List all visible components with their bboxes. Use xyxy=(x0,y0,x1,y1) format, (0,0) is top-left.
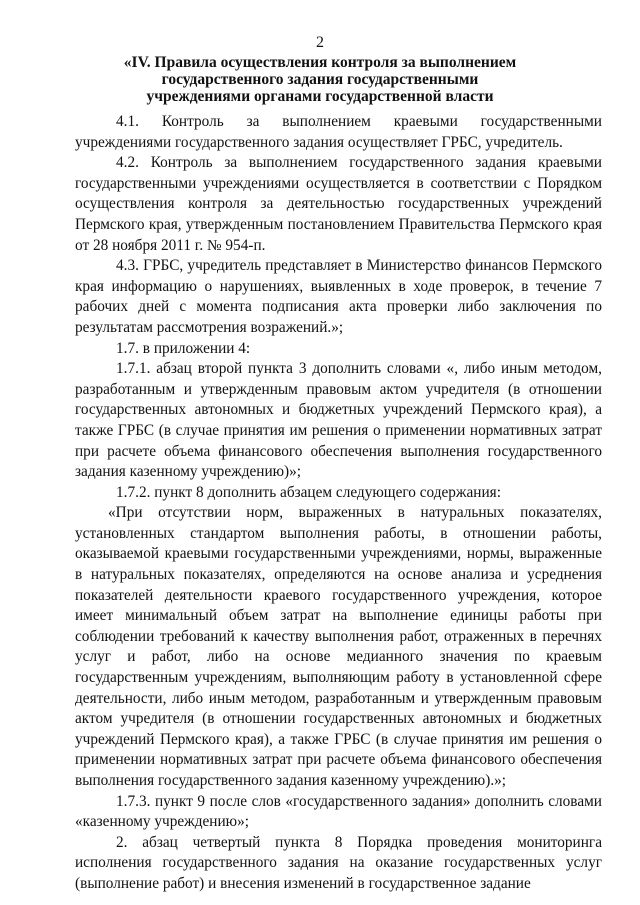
document-body xyxy=(75,112,602,895)
paragraph-quoted-amendment: «При отсутствии норм, выраженных в натуральных показателях, установленных стандартом выполнения работы, в отношении работы, оказываемой краевыми государственными учреждениями, нормы, выраженные в натуральных показателях, определяются на основе анализа и усреднения показателей деятельности краевого государственного учреждения, которое имеет минимальный объем затрат на выполнение единицы работы при соблюдении требований к качеству выполнения работ, отраженных в перечнях услуг и работ, либо на основе медианного значения по краевым государственным учреждениям, выполняющим работу в установленной сфере деятельности, либо иным методом, разработанным и утвержденным правовым актом учредителя (в отношении государственных автономных и бюджетных учреждений Пермского края), а также ГРБС (в случае принятия им решения о применении нормативных затрат при расчете объема финансового обеспечения выполнения государственного задания казенному учреждению).»; xyxy=(75,504,602,789)
paragraph-4-1: 4.1. Контроль за выполнением краевыми государственными учреждениями государственного задания осуществляет ГРБС, учредитель. xyxy=(75,113,602,151)
paragraph-2: 2. абзац четвертый пункта 8 Порядка проведения мониторинга исполнения государственного задания на оказание государственных услуг (выполнение работ) и внесения изменений в государственное задание xyxy=(75,833,602,892)
paragraph-4-2: 4.2. Контроль за выполнением государственного задания краевыми государственными учреждениями осуществляется в соответствии с Порядком осуществления контроля за деятельностью государственных учреждений Пермского края, утвержденным постановлением Правительства Пермского края от 28 ноября 2011 г. № 954-п. xyxy=(75,154,602,254)
paragraph-1-7-3: 1.7.3. пункт 9 после слов «государственного задания» дополнить словами «казенному учреждению»; xyxy=(75,792,602,831)
page-number: 2 xyxy=(316,34,324,51)
paragraph-1-7-1: 1.7.1. абзац второй пункта 3 дополнить словами «, либо иным методом, разработанным и утвержденным правовым актом учредителя (в отношении государственных автономных и бюджетных учреждений Пермского края), а также ГРБС (в случае принятия им решения о применении нормативных затрат при расчете объема финансового обеспечения выполнения государственного задания казенному учреждению)»; xyxy=(75,360,602,481)
paragraph-1-7-2: 1.7.2. пункт 8 дополнить абзацем следующего содержания: xyxy=(116,483,501,501)
paragraph-1-7: 1.7. в приложении 4: xyxy=(116,339,251,357)
section-heading: «IV. Правила осуществления контроля за выполнением государственного задания государственными учреждениями органами государственной власти xyxy=(123,54,517,105)
paragraph-4-3: 4.3. ГРБС, учредитель представляет в Министерство финансов Пермского края информацию о нарушениях, выявленных в ходе проверок, в течение 7 рабочих дней с момента подписания акта проверки либо заключения по результатам рассмотрения возражений.»; xyxy=(75,257,602,336)
